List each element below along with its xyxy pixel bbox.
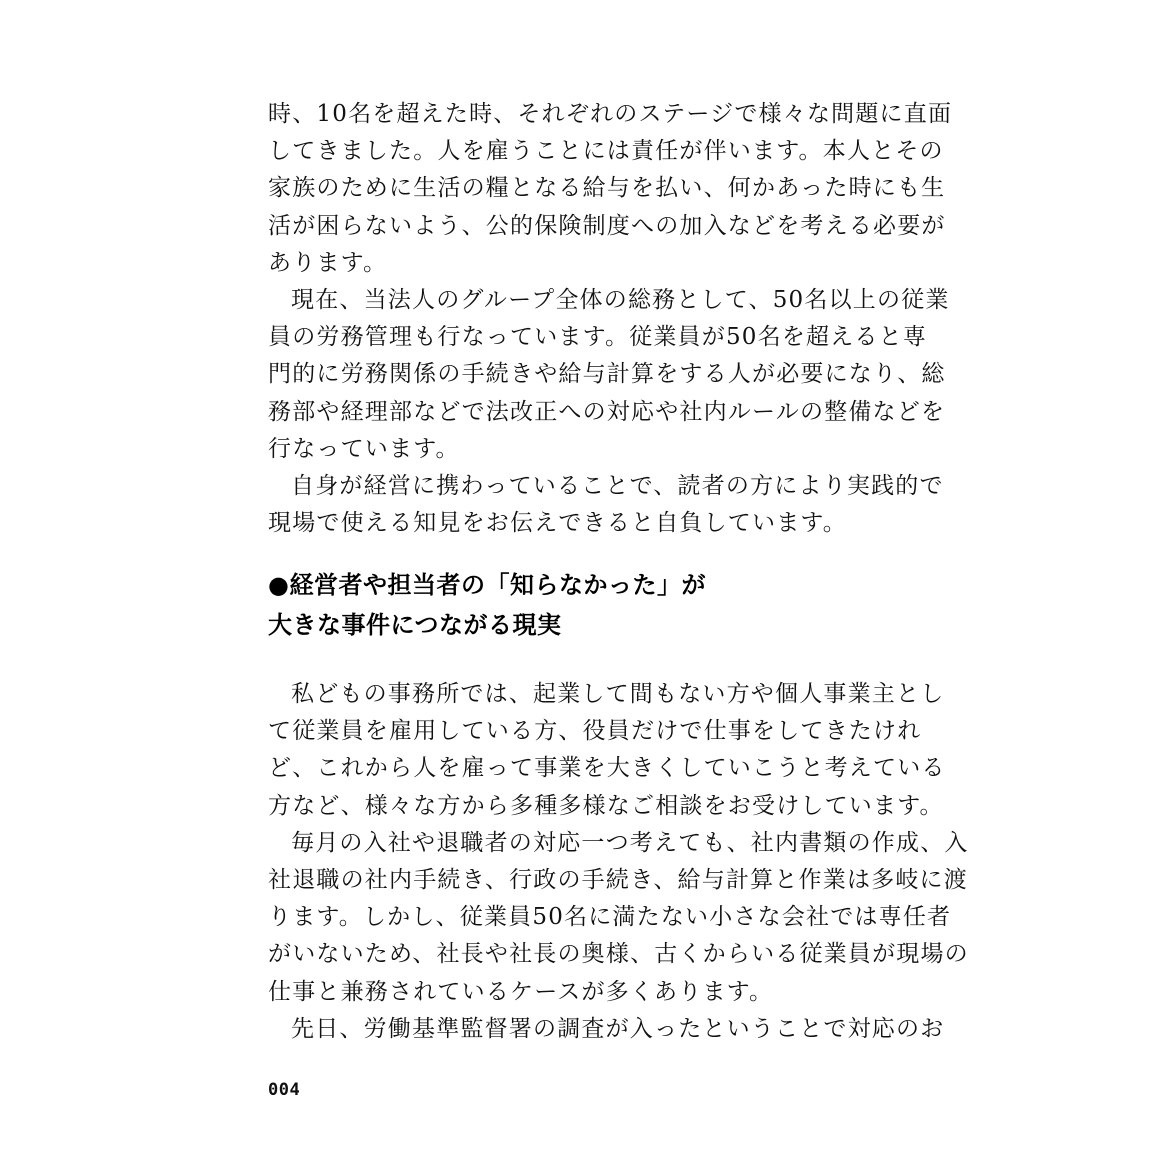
text-line: 方など、様々な方から多種多様なご相談をお受けしています。 [268,792,944,819]
text-line: 社退職の社内手続き、行政の手続き、給与計算と作業は多岐に渡 [268,866,968,893]
text-line: 員の労務管理も行なっています。従業員が50名を超えると専 [268,324,928,351]
text-line: 時、10名を超えた時、それぞれのステージで様々な問題に直面 [268,101,953,127]
text-line: ど、これから人を雇って事業を大きくしていこうと考えている [268,755,946,782]
section-heading [268,565,868,645]
text-line: ります。しかし、従業員50名に満たない小さな会社では専任者 [268,904,952,931]
body-text-section-2 [268,676,969,1048]
text-line: あります。 [268,249,388,276]
text-line: て従業員を雇用している方、役員だけで仕事をしてきたけれ [268,718,922,745]
text-line: 先日、労働基準監督署の調査が入ったということで対応のお [291,1015,945,1042]
heading-line-2: 大きな事件につながる現実 [268,611,562,639]
text-line: 仕事と兼務されているケースが多くあります。 [268,978,774,1005]
body-text-section-1 [268,96,953,542]
text-line: 行なっています。 [268,435,460,462]
text-line: 毎月の入社や退職者の対応一つ考えても、社内書類の作成、入 [291,829,969,856]
text-line: 自身が経営に携わっていることで、読者の方により実践的で [291,472,944,499]
page-number: 004 [268,1080,301,1100]
text-line: 活が困らないよう、公的保険制度への加入などを考える必要が [268,212,946,239]
text-line: がいないため、社長や社長の奥様、古くからいる従業員が現場の [268,941,969,968]
text-line: 門的に労務関係の手続きや給与計算をする人が必要になり、総 [268,361,946,388]
text-line: 現場で使える知見をお伝えできると自負しています。 [268,510,847,537]
text-line: 現在、当法人のグループ全体の総務として、50名以上の従業 [291,286,950,313]
text-line: 務部や経理部などで法改正への対応や社内ルールの整備などを [268,398,946,425]
text-line: 私どもの事務所では、起業して間もない方や個人事業主とし [291,681,945,707]
heading-line-1: ●経営者や担当者の「知らなかった」が [268,571,706,599]
text-line: してきました。人を雇うことには責任が伴います。本人とその [268,138,944,165]
text-line: 家族のために生活の糧となる給与を払い、何かあった時にも生 [268,175,946,202]
